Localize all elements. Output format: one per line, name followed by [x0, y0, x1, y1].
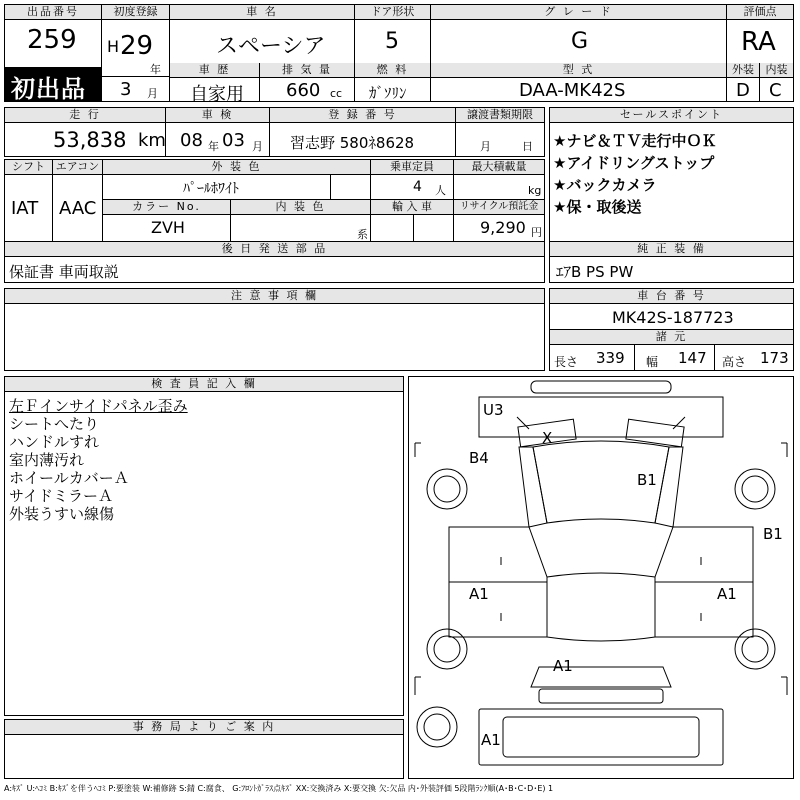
- inspector-note: 外装うすい線傷: [9, 505, 115, 523]
- exterior-color: ﾊﾟｰﾙﾎﾜｲﾄ: [183, 181, 239, 197]
- notes-box: 注 意 事 項 欄: [4, 288, 545, 371]
- mileage-row: [4, 107, 545, 157]
- import-cell: 輸 入 車: [371, 200, 454, 241]
- interior-color-cell: 内 装 色 系: [231, 200, 371, 241]
- damage-mark: B4: [469, 449, 489, 467]
- later-parts-box: 後 日 発 送 部 品 保証書 車両取説: [4, 241, 545, 283]
- shift-cell: シフト IAT: [5, 160, 53, 241]
- genuine-equipment: ｴｱB PS PW: [556, 263, 634, 281]
- history-cell: 車 歴 自家用: [170, 63, 260, 102]
- registration-month: 3: [120, 79, 132, 100]
- damage-mark: A1: [553, 657, 573, 675]
- recycle-fee: 9,290: [480, 218, 526, 237]
- later-parts: 保証書 車両取説: [9, 263, 119, 281]
- shift: IAT: [11, 198, 39, 219]
- aircon: AAC: [59, 198, 97, 219]
- registration-year: 29: [120, 31, 154, 61]
- damage-mark: A1: [481, 731, 501, 749]
- inspector-note: ハンドルすれ: [9, 433, 100, 451]
- mileage-cell: 走 行 53,838 km: [5, 108, 166, 156]
- sales-point: ★保・取後送: [553, 198, 642, 216]
- score-cell: 評価点 RA: [727, 5, 793, 63]
- length: 339: [596, 349, 625, 367]
- max-load-cell: 最大積載量 kg: [454, 160, 544, 200]
- transfer-deadline-cell: 譲渡書類期限 月 日: [456, 108, 544, 156]
- inspector-note: ホイールカバーＡ: [9, 469, 129, 487]
- displacement: 660: [286, 80, 321, 101]
- score: RA: [741, 27, 776, 57]
- fuel-cell: 燃 料 ｶﾞｿﾘﾝ: [355, 63, 431, 102]
- mileage: 53,838: [53, 128, 127, 152]
- lot-number: 259: [27, 25, 77, 55]
- recycle-cell: リサイクル預託金 9,290 円: [454, 200, 544, 241]
- fuel: ｶﾞｿﾘﾝ: [369, 84, 407, 102]
- damage-mark: X: [542, 429, 553, 447]
- door-cell: ドア形状 5: [355, 5, 431, 63]
- exterior-grade: D: [736, 80, 750, 101]
- lot-number-cell: [5, 5, 102, 67]
- displacement-cell: 排 気 量 660 cc: [260, 63, 355, 102]
- chassis-number: MK42S-187723: [612, 308, 734, 327]
- lot-number-label: 出品番号: [5, 5, 101, 20]
- model-name: スペーシア: [216, 34, 326, 59]
- inspector-note: 室内薄汚れ: [9, 451, 85, 469]
- interior-grade-cell: 内装 C: [760, 63, 793, 102]
- grade-cell: グ レ ー ド G: [431, 5, 727, 63]
- damage-mark: B1: [763, 525, 783, 543]
- inspector-box: 検 査 員 記 入 欄 左Ｆインサイドパネル歪み シートへたり ハンドルすれ 室内薄汚れ ホイールカバーＡ サイドミラーＡ 外装うすい線傷: [4, 376, 404, 716]
- registration-number: 習志野 580ﾈ8628: [290, 134, 415, 152]
- grade: G: [571, 29, 589, 54]
- first-listing-badge: 初出品: [5, 67, 102, 102]
- specs-row: [4, 159, 545, 242]
- damage-mark: A1: [717, 585, 737, 603]
- sales-point: ★バックカメラ: [553, 176, 657, 194]
- registration-number-cell: 登 録 番 号 習志野 580ﾈ8628: [270, 108, 456, 156]
- inspection-year: 08: [180, 130, 203, 151]
- sales-point: ★ナビ＆ＴＶ走行中ＯＫ: [553, 132, 717, 150]
- exterior-color-cell: 外 装 色 ﾊﾟｰﾙﾎﾜｲﾄ: [103, 160, 371, 200]
- header-section: [4, 4, 794, 105]
- type-cell: 型 式 DAA-MK42S: [431, 63, 727, 102]
- color-number-cell: カラー No. ZVH: [103, 200, 231, 241]
- capacity-cell: 乗車定員 4 人: [371, 160, 454, 200]
- damage-mark: A1: [469, 585, 489, 603]
- inspection-month: 03: [222, 130, 245, 151]
- genuine-equipment-box: 純 正 装 備 ｴｱB PS PW: [549, 241, 794, 283]
- damage-mark: B1: [637, 471, 657, 489]
- height: 173: [760, 349, 789, 367]
- model-cell: 車 名 スペーシア: [170, 5, 355, 63]
- first-registration-cell: 初度登録 H 29 年 3 月: [102, 5, 170, 102]
- car-diagram-box: [408, 376, 794, 779]
- inspector-note: シートへたり: [9, 415, 100, 433]
- damage-mark: U3: [483, 401, 504, 419]
- capacity: 4: [413, 179, 422, 195]
- aircon-cell: エアコン AAC: [53, 160, 103, 241]
- inspection-cell: 車 検 08 年 03 月: [166, 108, 270, 156]
- inspector-note: 左Ｆインサイドパネル歪み: [9, 397, 188, 415]
- width: 147: [678, 349, 707, 367]
- sales-points-box: セールスポイント ★ナビ＆ＴＶ走行中ＯＫ ★アイドリングストップ ★バックカメラ ★保・取後送: [549, 107, 794, 242]
- door-count: 5: [385, 29, 399, 54]
- sales-point: ★アイドリングストップ: [553, 154, 715, 172]
- chassis-box: 車 台 番 号 MK42S-187723 諸 元 長さ 339 幅 147 高さ 173: [549, 288, 794, 371]
- type-code: DAA-MK42S: [519, 80, 626, 101]
- exterior-grade-cell: 外装 D: [727, 63, 760, 102]
- office-box: 事 務 局 よ り ご 案 内: [4, 719, 404, 779]
- inspector-note: サイドミラーＡ: [9, 487, 113, 505]
- interior-grade: C: [769, 80, 782, 101]
- color-number: ZVH: [151, 218, 185, 237]
- era: H: [107, 37, 120, 56]
- legend: A:ｷｽﾞ U:ﾍｺﾐ B:ｷｽﾞを伴うﾍｺﾐ P:要塗装 W:補修跡 S:錆 C:腐食、 G:ﾌﾛﾝﾄｶﾞﾗｽ点ｷｽﾞ XX:交換済み X:要交換 欠:欠品 内･外装評価 5段階ﾗﾝｸ順(A･B･C･D･E) 1: [4, 784, 554, 793]
- history: 自家用: [190, 84, 244, 105]
- car-diagram: [409, 377, 793, 778]
